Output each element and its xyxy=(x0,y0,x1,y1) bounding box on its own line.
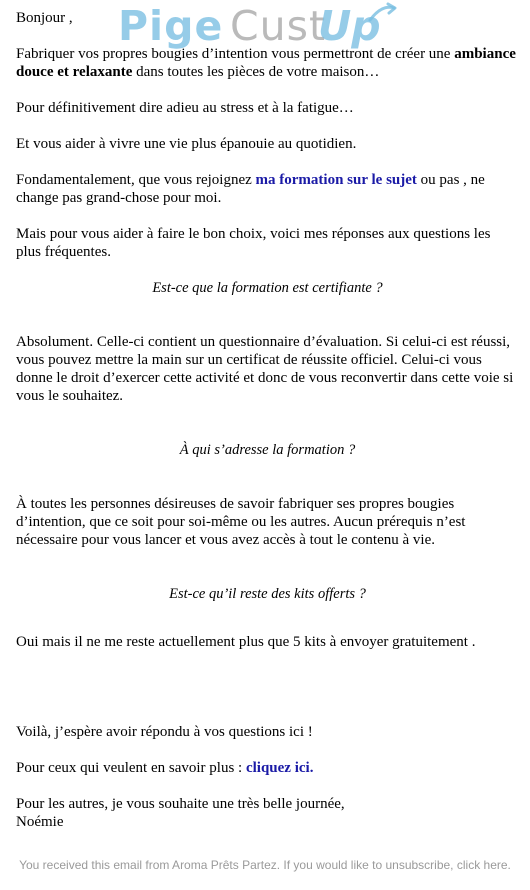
faq-question-audience: À qui s’adresse la formation ? xyxy=(179,442,356,458)
life-paragraph: Et vous aider à vivre une vie plus épanouie au quotidien. xyxy=(16,136,357,152)
email-body xyxy=(16,9,519,831)
intro-bold-text: ambiance douce et relaxante xyxy=(16,46,516,80)
unsubscribe-link[interactable]: click here xyxy=(456,858,508,872)
faq-answer-audience: À toutes les personnes désireuses de savoir fabriquer ses propres bougies d’intention, que ce soit pour soi-même ou les autres. Aucun prérequis n’est nécessaire pour vous lancer et vous avez accès à tout le contenu à vie. xyxy=(16,496,466,548)
intro-text-end: dans toutes les pièces de votre maison… xyxy=(132,64,380,80)
more-info-paragraph xyxy=(16,759,519,777)
footer-period: . xyxy=(507,858,511,872)
formation-link[interactable]: ma formation sur le sujet xyxy=(255,172,417,188)
more-info-text: Pour ceux qui veulent en savoir plus : xyxy=(16,760,246,776)
email-footer xyxy=(0,858,530,872)
faq-question-certification: Est-ce que la formation est certifiante ? xyxy=(152,280,383,296)
farewell-paragraph: Pour les autres, je vous souhaite une très belle journée, xyxy=(16,796,345,812)
click-here-link[interactable]: cliquez ici. xyxy=(245,760,314,776)
faq-answer-certification: Absolument. Celle-ci contient un questionnaire d’évaluation. Si celui-ci est réussi, vous pouvez mettre la main sur un certificat de réussite officiel. Celui-ci vous donne le droit d’exercer cette activité et donc de vous reconvertir dans cette voie si vous le souhaitez. xyxy=(16,334,514,404)
signature: Noémie xyxy=(16,814,64,830)
footer-text: You received this email from Aroma Prêts Partez. If you would like to unsubscribe, xyxy=(19,858,457,872)
watermark-text-up: Up xyxy=(318,2,381,50)
faq-intro-paragraph: Mais pour vous aider à faire le bon choix, voici mes réponses aux questions les plus fréquentes. xyxy=(16,226,491,260)
intro-paragraph xyxy=(16,45,519,81)
stress-paragraph: Pour définitivement dire adieu au stress et à la fatigue… xyxy=(16,100,354,116)
watermark-text-cust: Cust xyxy=(230,2,327,50)
formation-text-end: ou pas , ne change pas grand-chose pour moi. xyxy=(16,172,485,206)
watermark-text-pige: Pige xyxy=(118,2,224,50)
greeting: Bonjour , xyxy=(16,10,73,26)
intro-text-start: Fabriquer vos propres bougies d’intention vous permettront de créer une xyxy=(16,46,455,62)
formation-paragraph xyxy=(16,171,519,207)
faq-question-kits: Est-ce qu’il reste des kits offerts ? xyxy=(169,586,366,602)
formation-text-start: Fondamentalement, que vous rejoignez xyxy=(16,172,256,188)
faq-answer-kits: Oui mais il ne me reste actuellement plus que 5 kits à envoyer gratuitement . xyxy=(16,634,476,650)
closing-paragraph: Voilà, j’espère avoir répondu à vos questions ici ! xyxy=(16,724,313,740)
